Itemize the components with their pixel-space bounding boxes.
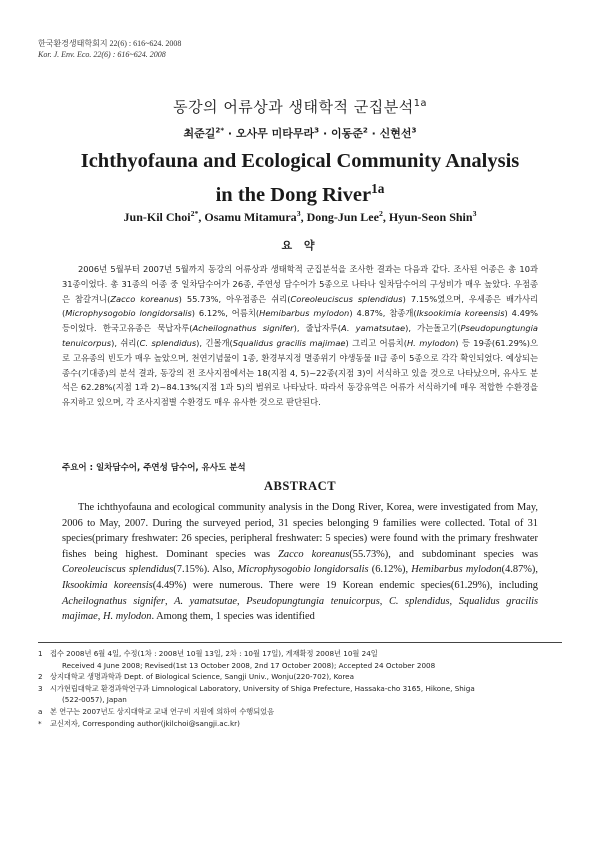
text-segment: ) 7.15%였으며, 우세종은 배가사리( xyxy=(62,293,538,319)
text-segment: , xyxy=(237,595,247,607)
english-title-line2-wrap xyxy=(0,175,600,209)
korean-abstract xyxy=(62,262,538,410)
english-authors xyxy=(0,209,600,225)
species-name: A. yamatsutae xyxy=(340,323,406,334)
text-segment: , xyxy=(97,611,103,623)
footnote-line: 상지대학교 생명과학과 Dept. of Biological Science, Sangji Univ., Wonju(220-702), Korea xyxy=(50,672,354,682)
footnote-line: 본 연구는 2007년도 상지대학교 교내 연구비 지원에 의하여 수행되었음 xyxy=(50,706,275,716)
footnote-mark: * xyxy=(38,718,42,728)
author-name: Osamu Mitamura xyxy=(204,210,297,224)
text-segment: 2006년 5월부터 2007년 5월까지 동강의 어류상과 생태학적 군집분석을 조사한 결과는 다음과 같다. 조사된 어종은 총 10과 31종이었다. 총 31종의 어종 중 일차담수어가 26종, 주연성 담수어가 5종으로 나타나 일차담수어의 구성비가 매우 높았다. 우점종은 참갈겨니( xyxy=(62,264,538,304)
footnote-text xyxy=(50,706,562,718)
author-separator: · xyxy=(319,127,331,140)
species-name: Hemibarbus mylodon xyxy=(411,564,502,576)
korean-keywords: 주요어 : 일차담수어, 주연성 담수어, 유사도 분석 xyxy=(62,463,246,473)
author-name: 최준길 xyxy=(183,127,216,140)
footnote-mark: 3 xyxy=(38,683,43,693)
species-name: Acheilognathus signifer xyxy=(192,323,294,334)
footnote-text xyxy=(50,648,562,671)
author-separator: , xyxy=(300,210,307,224)
footnote-line: 접수 2008년 6월 4일, 수정(1차 : 2008년 10월 13일, 2차 : 10월 17일), 게재확정 2008년 10월 24일 xyxy=(50,649,378,658)
text-segment: ) 등 19종(61.29%)으로 고유종의 빈도가 매우 높았으며, 천연기념물이 1종, 환경부지정 멸종위기 야생동물 II급 종이 5종으로 각각 확인되었다. 예상되는 종수(기대종)의 분석 결과, 동강의 전 조사지점에서는 18(지점 4, 5)~22종(지점 3)이 서식하고 있을 것으로 나타났으며, 유사도 분석은 62.28%(지점 1과 2)~84.13%(지점 1과 5)의 범위로 나타났다. 따라서 동강유역은 어류가 서식하기에 매우 적합한 수환경을 유지하고 있으며, 각 조사지점별 수환경도 매우 유사한 것으로 판단된다. xyxy=(62,337,539,408)
author-separator: · xyxy=(367,127,380,140)
footnote-line: 교신저자, Corresponding author(jkilchoi@sangji.ac.kr) xyxy=(50,718,240,728)
author-name: Dong-Jun Lee xyxy=(306,210,379,224)
text-segment: ) 6.12%, 어름치( xyxy=(191,308,260,319)
footnote-item xyxy=(38,648,562,671)
footnote-line: (522-0057), Japan xyxy=(62,695,127,705)
author-separator: · xyxy=(224,127,236,140)
species-name: Iksookimia koreensis xyxy=(62,579,153,591)
english-abstract xyxy=(62,500,538,625)
species-name: H. mylodon xyxy=(103,611,152,623)
species-name: Coreoleuciscus splendidus xyxy=(62,564,174,576)
korean-title-sup: 1a xyxy=(413,98,427,109)
footnote-mark: 2 xyxy=(38,672,43,682)
footnote-divider xyxy=(38,642,562,643)
footnote-text xyxy=(50,671,562,683)
author-name: 오사무 미타무라 xyxy=(235,127,315,140)
korean-summary-heading: 요 약 xyxy=(281,239,319,252)
footnote-line: 시가현립대학교 환경과학연구과 Limnological Laboratory, University of Shiga Prefecture, Hassaka-cho 3165, Hikone, Shiga xyxy=(50,683,475,693)
text-segment: (4.87%), xyxy=(501,564,538,576)
species-name: Squalidus gracilis majimae xyxy=(62,595,539,623)
text-segment: ) 4.87%, 참종개( xyxy=(349,308,417,319)
species-name: Hemibarbus mylodon xyxy=(259,308,350,319)
text-segment: ) 55.73%, 아우점종은 쉬리( xyxy=(178,293,291,304)
text-segment: ), 긴몰개( xyxy=(196,337,233,348)
text-segment: (7.15%). Also, xyxy=(173,564,238,576)
footnote-item xyxy=(38,671,562,683)
footnote-line: Received 4 June 2008; Revised(1st 13 October 2008, 2nd 17 October 2008); Accepted 24 October 2008 xyxy=(62,660,436,670)
text-segment: The ichthyofauna and ecological community analysis in the Dong River, Korea, were investigated from May, 2006 to May, 2007. During the surveyed period, 31 species belonging 9 families were collected. Total of 31 species(primary freshwater: 26 species, peripheral freshwater: 5 species) were found with the primary freshwater fishes being highest. Dominant species was xyxy=(62,502,538,560)
text-segment: , xyxy=(379,595,389,607)
footnotes xyxy=(38,648,562,729)
species-name: C. splendidus xyxy=(139,337,197,348)
text-segment: ), 가는돌고기( xyxy=(405,323,461,334)
author-affiliation-sup: 2 xyxy=(362,125,368,135)
author-name: Jun-Kil Choi xyxy=(123,210,191,224)
species-name: Pseudopungtungia tenuicorpus xyxy=(62,323,539,348)
footnote-item xyxy=(38,706,562,718)
english-citation: Kor. J. Env. Eco. 22(6) : 616~624. 2008 xyxy=(38,50,166,59)
text-segment: ) 그리고 어름치( xyxy=(345,337,407,348)
footnote-mark: 1 xyxy=(38,649,43,658)
species-name: Microphysogobio longidorsalis xyxy=(65,308,192,319)
author-affiliation-sup: 3 xyxy=(472,209,477,218)
english-title-line1: Ichthyofauna and Ecological Community Analysis xyxy=(80,150,520,172)
footnote-mark: a xyxy=(38,706,43,716)
author-name: Hyun-Seon Shin xyxy=(388,210,473,224)
species-name: Microphysogobio longidorsalis xyxy=(237,564,369,576)
korean-citation: 한국환경생태학회지 22(6) : 616~624. 2008 xyxy=(38,39,182,48)
text-segment: ), 쉬리( xyxy=(111,337,140,348)
journal-header xyxy=(38,38,181,60)
species-name: A. yamatsutae xyxy=(174,595,238,607)
text-segment: (55.73%), and subdominant species was xyxy=(349,548,539,560)
text-segment: , xyxy=(164,595,175,607)
text-segment: ) 4.49% 등이었다. 한국고유종은 묵납자루( xyxy=(62,308,539,334)
text-segment: , xyxy=(449,595,459,607)
korean-title-text: 동강의 어류상과 생태학적 군집분석 xyxy=(173,98,414,116)
footnote-text xyxy=(50,718,562,730)
author-separator: , xyxy=(382,210,389,224)
species-name: Iksookimia koreensis xyxy=(416,308,505,319)
author-affiliation-sup: 3 xyxy=(296,209,301,218)
korean-authors xyxy=(0,125,600,141)
species-name: Zacco koreanus xyxy=(110,293,179,304)
abstract-heading: ABSTRACT xyxy=(263,479,337,493)
author-affiliation-sup: 2* xyxy=(190,209,199,218)
footnote-item xyxy=(38,683,562,706)
species-name: H. mylodon xyxy=(406,337,456,348)
species-name: Acheilognathus signifer xyxy=(62,595,165,607)
author-affiliation-sup: 2 xyxy=(378,209,383,218)
text-segment: (6.12%), xyxy=(368,564,412,576)
author-affiliation-sup: 2* xyxy=(215,125,225,135)
footnote-item xyxy=(38,718,562,730)
species-name: Zacco koreanus xyxy=(278,548,350,560)
english-title-line2: in the Dong River xyxy=(215,183,372,206)
author-affiliation-sup: 3 xyxy=(314,125,320,135)
author-affiliation-sup: 3 xyxy=(411,125,417,135)
author-name: 신현선 xyxy=(379,127,412,140)
korean-title xyxy=(0,96,600,117)
footnote-text xyxy=(50,683,562,706)
english-title xyxy=(0,148,600,209)
author-separator: , xyxy=(198,210,205,224)
text-segment: ), 줄납자루( xyxy=(293,323,341,334)
english-title-sup: 1a xyxy=(371,181,385,196)
author-name: 이동준 xyxy=(330,127,363,140)
species-name: C. splendidus xyxy=(388,595,450,607)
species-name: Coreoleuciscus splendidus xyxy=(290,293,403,304)
text-segment: (4.49%) were numerous. There were 19 Korean endemic species(61.29%), including xyxy=(152,579,538,591)
species-name: Squalidus gracilis majimae xyxy=(232,337,346,348)
species-name: Pseudopungtungia tenuicorpus xyxy=(246,595,380,607)
text-segment: . Among them, 1 species was identified xyxy=(151,611,315,623)
